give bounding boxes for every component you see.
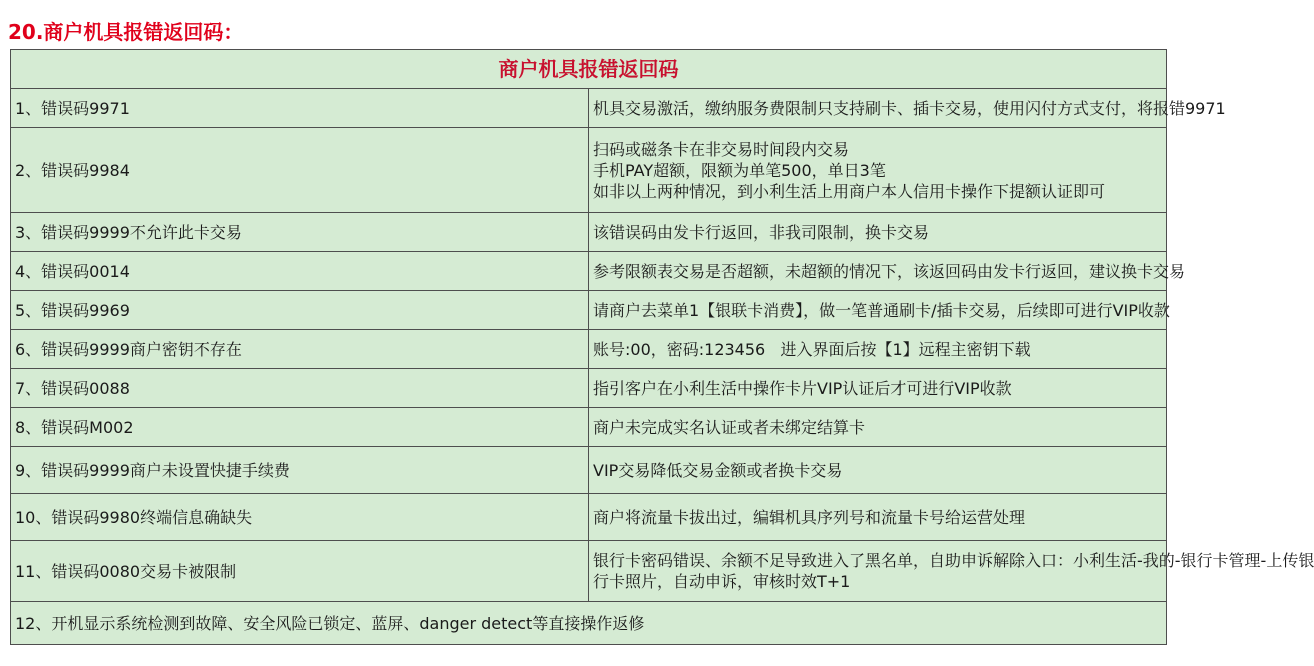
table-row: [11, 330, 1167, 369]
description-line: 如非以上两种情况，到小利生活上用商户本人信用卡操作下提额认证即可: [593, 181, 1106, 201]
description-line: 参考限额表交易是否超额，未超额的情况下，该返回码由发卡行返回，建议换卡交易: [593, 261, 1186, 281]
table-header: 商户机具报错返回码: [11, 50, 1167, 89]
error-description-cell: [589, 541, 1314, 602]
error-description-cell: [589, 213, 1167, 252]
table-row: [11, 369, 1167, 408]
description-line: VIP交易降低交易金额或者换卡交易: [593, 460, 843, 480]
table-footer-cell: 12、开机显示系统检测到故障、安全风险已锁定、蓝屏、danger detect等直接操作返修: [11, 602, 1167, 645]
description-line: 扫码或磁条卡在非交易时间段内交易: [593, 139, 850, 159]
description-line: 该错误码由发卡行返回，非我司限制，换卡交易: [593, 222, 930, 242]
description-line: 指引客户在小利生活中操作卡片VIP认证后才可进行VIP收款: [593, 378, 1012, 398]
error-code-cell: 6、错误码9999商户密钥不存在: [11, 330, 589, 369]
error-code-cell: 5、错误码9969: [11, 291, 589, 330]
description-line: 请商户去菜单1【银联卡消费】，做一笔普通刷卡/插卡交易，后续即可进行VIP收款: [593, 300, 1170, 320]
table-row: [11, 252, 1167, 291]
error-code-cell: 11、错误码0080交易卡被限制: [11, 541, 589, 602]
error-code-table-container: [10, 49, 1314, 645]
description-line: 银行卡密码错误、余额不足导致进入了黑名单，自助申诉解除入口：小利生活-我的-银行卡管理-上传银: [593, 551, 1314, 570]
error-description-cell: [589, 128, 1167, 213]
error-description-cell: [589, 494, 1167, 541]
description-line: 账号:00，密码:123456 进入界面后按【1】远程主密钥下载: [593, 339, 1031, 359]
document-title: 20.商户机具报错返回码：: [8, 20, 244, 44]
error-description-cell: [589, 291, 1170, 330]
table-footer-row: [11, 602, 1167, 645]
error-code-cell: 3、错误码9999不允许此卡交易: [11, 213, 589, 252]
table-row: [11, 128, 1167, 213]
error-code-cell: 1、错误码9971: [11, 89, 589, 128]
table-row: [11, 494, 1167, 541]
error-description-cell: [589, 369, 1167, 408]
error-description-cell: [589, 89, 1226, 128]
error-description-cell: [589, 330, 1167, 369]
error-description-cell: [589, 252, 1186, 291]
error-code-table: [10, 49, 1314, 645]
table-row: [11, 447, 1167, 494]
error-description-cell: [589, 447, 1167, 494]
table-row: [11, 89, 1167, 128]
table-row: [11, 541, 1167, 602]
description-line: 机具交易激活，缴纳服务费限制只支持刷卡、插卡交易，使用闪付方式支付，将报错9971: [593, 98, 1226, 118]
description-line: 商户将流量卡拔出过，编辑机具序列号和流量卡号给运营处理: [593, 507, 1026, 527]
table-row: [11, 408, 1167, 447]
table-row: [11, 213, 1167, 252]
description-line: 商户未完成实名认证或者未绑定结算卡: [593, 417, 866, 437]
description-line: 行卡照片，自动申诉，审核时效T+1: [593, 572, 851, 591]
table-header-row: [11, 50, 1167, 89]
error-code-cell: 2、错误码9984: [11, 128, 589, 213]
error-code-cell: 8、错误码M002: [11, 408, 589, 447]
error-code-cell: 7、错误码0088: [11, 369, 589, 408]
error-code-cell: 10、错误码9980终端信息确缺失: [11, 494, 589, 541]
error-code-cell: 4、错误码0014: [11, 252, 589, 291]
table-row: [11, 291, 1167, 330]
error-code-cell: 9、错误码9999商户未设置快捷手续费: [11, 447, 589, 494]
description-line: 手机PAY超额，限额为单笔500，单日3笔: [593, 160, 886, 180]
error-description-cell: [589, 408, 1167, 447]
